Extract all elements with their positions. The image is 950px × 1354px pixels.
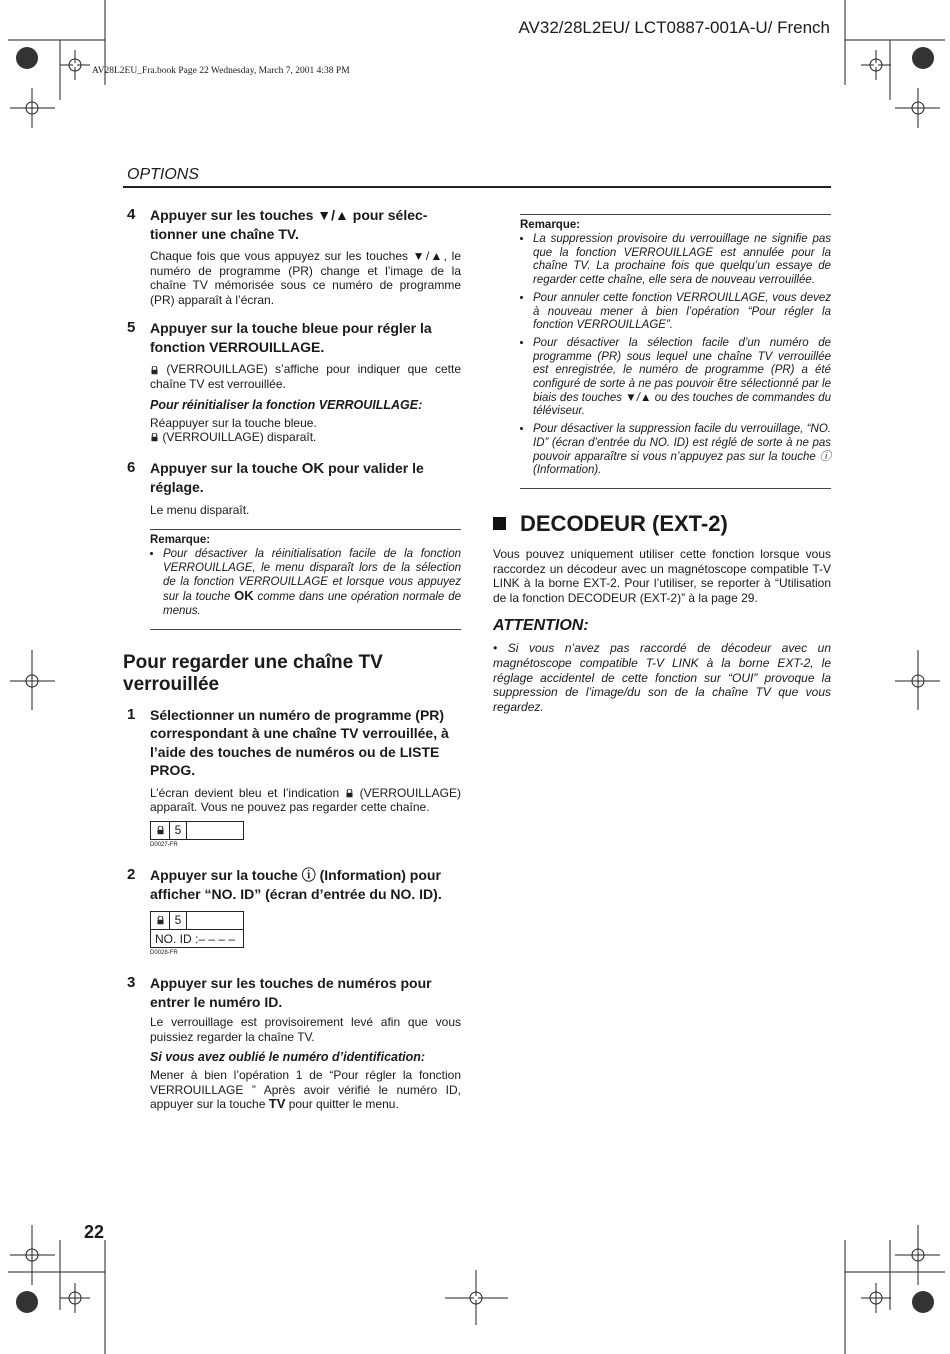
subheading: Si vous avez oublié le numéro d’identification: <box>150 1050 426 1065</box>
body-text: L’écran devient bleu et l’indication <box>150 785 345 800</box>
step-body <box>150 416 461 445</box>
step-number: 2 <box>127 866 136 884</box>
step-body <box>150 1068 461 1112</box>
heading-part: Appuyer sur la touche <box>150 867 302 884</box>
step-heading: Appuyer sur la touche bleue pour régler la fonction VERROUILLAGE. <box>150 320 432 355</box>
step-body <box>150 362 461 391</box>
step-number: 1 <box>127 705 136 723</box>
note-item: • Pour désactiver la sélection facile d’un numéro de programme (PR) sous lequel une chaîne TV verrouillée est enregistrée, le numéro de programme (PR) a été configuré de sorte à ne pas pouvoir être sélectionné par le biais des touches ▼/▲ ou des touches de commandes du téléviseur. <box>533 337 831 419</box>
osd-noid-field: NO. ID :– – – – <box>155 931 236 946</box>
left-column <box>123 206 461 1118</box>
step-heading: Sélectionner un numéro de programme (PR) correspondant à une chaîne TV verrouillée, à l’aide des touches de numéros ou de LISTE PROG. <box>150 706 449 779</box>
info-icon: ⓘ <box>301 867 316 884</box>
step-1 <box>123 706 461 780</box>
figure-code: D0028-FR <box>150 950 178 957</box>
osd-program-number: 5 <box>170 822 187 839</box>
attention-body: • Si vous n’avez pas raccordé de décodeur avec un magnétoscope compatible T-V LINK à la borne EXT-2, le réglage accidentel de cette fonction sur “OUI” provoque la suppression de l’image/du son de la chaîne TV que vous regardez. <box>493 641 831 714</box>
osd-locked-screen <box>150 821 244 840</box>
osd-program-number: 5 <box>170 912 187 929</box>
lock-icon <box>150 366 159 375</box>
lock-icon <box>156 916 165 925</box>
page-number: 22 <box>84 1222 105 1242</box>
step-2 <box>123 866 461 903</box>
heading-part: (Information) pour afficher “NO. ID” (écran d’entrée du NO. ID). <box>150 867 442 902</box>
step-3 <box>123 974 461 1011</box>
heading-part: Appuyer sur la touche <box>150 459 302 476</box>
step-5 <box>123 319 461 356</box>
step-body <box>150 786 461 815</box>
note-text: Pour désactiver la réinitialisation facile de la fonction VERROUILLAGE, le menu disparaît lors de la sélection de la fonction VERROUILLAGE et lorsque vous appuyez sur la touche <box>163 548 461 604</box>
step-body-text: (VERROUILLAGE) s’affiche pour indiquer que cette chaîne TV est verrouillée. <box>150 362 461 391</box>
body-text: (VERROUILLAGE) apparaît. Vous ne pouvez pas regarder cette chaîne. <box>150 785 461 815</box>
lock-icon <box>156 826 165 835</box>
osd-id-entry-screen <box>150 911 244 948</box>
note-title: Remarque: <box>520 219 581 231</box>
section-title: OPTIONS <box>127 166 200 183</box>
note-item: • La suppression provisoire du verrouillage ne signifie pas que la fonction VERROUILLAGE est annulée pour la chaîne TV. La prochaine fois que quelqu’un essaye de regarder cette chaîne, elle sera de nouveau verrouillée. <box>533 233 831 288</box>
note-item <box>163 548 461 619</box>
note-box <box>150 529 461 630</box>
step-heading: Appuyer sur les touches ▼/▲ pour sélec-tionner une chaîne TV. <box>150 207 428 242</box>
square-bullet-icon <box>493 517 506 530</box>
note-text: comme dans une opération normale de menus. <box>163 591 461 618</box>
doc-model-header: AV32/28L2EU/ LCT0887-001A-U/ French <box>518 18 830 37</box>
body-line: (VERROUILLAGE) disparaît. <box>159 430 317 445</box>
step-number: 5 <box>127 319 136 337</box>
lock-icon <box>150 433 159 442</box>
note-box <box>520 214 831 489</box>
section-body: Vous pouvez uniquement utiliser cette fonction lorsque vous raccordez un décodeur avec un magnétoscope compatible T-V LINK à la borne EXT-2. Pour l’utiliser, se reporter à “Utilisation de la fonction DECODEUR (EXT-2)” à la page 29. <box>493 546 831 605</box>
note-title: Remarque: <box>150 534 211 547</box>
figure-code: D0027-FR <box>150 842 178 849</box>
step-6 <box>123 459 461 497</box>
lock-icon <box>345 789 354 798</box>
note-item: • Pour annuler cette fonction VERROUILLAGE, vous devez à nouveau mener à bien l’opération “Pour régler la fonction VERROUILLAGE”. <box>533 292 831 333</box>
tv-button-glyph: TV <box>268 1096 286 1112</box>
ok-button-glyph: OK <box>301 459 325 477</box>
heading-part: pour valider le réglage. <box>150 459 424 496</box>
step-number: 4 <box>127 206 136 223</box>
body-line: Réappuyer sur la touche bleue. <box>150 415 317 430</box>
section-rule <box>123 186 831 188</box>
book-info-line: AV28L2EU_Fra.book Page 22 Wednesday, March 7, 2001 4:38 PM <box>92 66 350 76</box>
section-heading-text: DECODEUR (EXT-2) <box>520 510 728 536</box>
section-heading <box>493 511 831 537</box>
step-heading <box>150 866 461 903</box>
step-4 <box>123 206 461 243</box>
body-text: pour quitter le menu. <box>285 1097 399 1112</box>
step-body: Le menu disparaît. <box>150 502 250 517</box>
step-body: Le verrouillage est provisoirement levé afin que vous puissiez regarder la chaîne TV. <box>150 1015 461 1044</box>
step-number: 6 <box>127 458 136 476</box>
ok-button-glyph: OK <box>234 588 254 604</box>
step-body: Chaque fois que vous appuyez sur les touches ▼/▲, le numéro de programme (PR) change et l’image de la chaîne TV mémorisée sous ce numéro de programme (PR) apparaît à l’écran. <box>150 249 461 307</box>
subsection-title: Pour regarder une chaîne TV verrouillée <box>123 651 383 695</box>
right-column <box>493 214 831 720</box>
step-number: 3 <box>127 974 136 992</box>
body-text: Mener à bien l’opération 1 de “Pour régler la fonction VERROUILLAGE ” Après avoir vérifié le numéro ID, appuyer sur la touche <box>150 1068 461 1112</box>
attention-title: ATTENTION: <box>493 617 589 635</box>
subheading: Pour réinitialiser la fonction VERROUILLAGE: <box>150 397 423 412</box>
step-heading: Appuyer sur les touches de numéros pour entrer le numéro ID. <box>150 975 432 1010</box>
note-item: • Pour désactiver la suppression facile du verrouillage, “NO. ID” (écran d’entrée du NO. ID) est réglé de sorte à ne pas pouvoir apparaître si vous n’appuyez pas sur la touche ⓘ (Information). <box>533 423 831 478</box>
step-heading <box>150 459 461 497</box>
